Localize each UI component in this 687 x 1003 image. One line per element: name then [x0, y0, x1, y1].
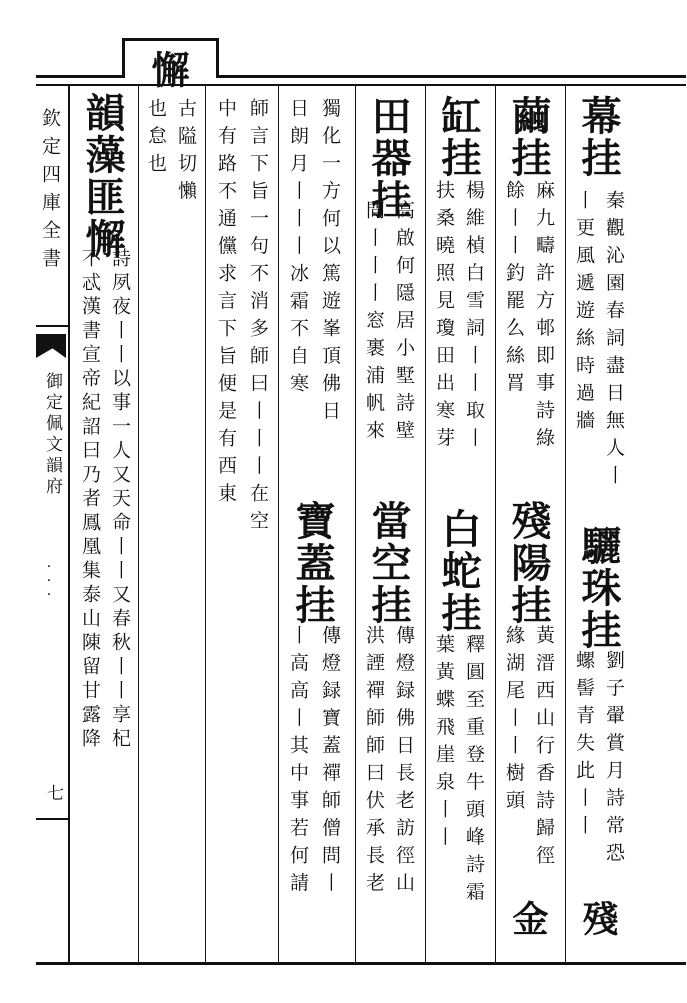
column-rule	[278, 86, 279, 962]
headword: 繭挂	[505, 95, 552, 179]
column-rule	[425, 86, 426, 962]
entry-text: 傳燈録佛日長老訪徑山	[393, 625, 415, 900]
fishtail-mark	[36, 334, 66, 358]
entry-text: 劉子翬賞月詩常恐	[603, 650, 625, 870]
headword: 殘陽挂	[505, 500, 552, 626]
tab-right-edge	[216, 38, 219, 78]
entry-text: 釋圓至重登牛頭峰詩霜	[463, 634, 485, 909]
entry-text: 洪諲禪師師曰伏承長老	[363, 625, 385, 900]
column-rule	[565, 86, 566, 962]
rhyme-head: 懈	[145, 50, 190, 90]
entry-text: 緣湖尾丨丨樹頭	[503, 625, 525, 818]
entry-text: 丨高高丨其中事若何請	[287, 625, 309, 900]
entry-text: 螺髻青失此丨丨	[573, 650, 595, 843]
headword: 當空挂	[365, 500, 412, 626]
column-rule	[138, 86, 139, 962]
headword: 金	[507, 900, 549, 938]
headword: 殘	[577, 900, 619, 938]
headword: 田器挂	[365, 95, 412, 221]
book-title: 欽定四庫全書	[39, 108, 61, 276]
margin-tick-2	[36, 818, 68, 820]
entry-text: 扶桑曉照見瓊田出寒芽	[433, 180, 455, 455]
entry-text: 古隘切懶	[175, 98, 197, 208]
tab-left-edge	[122, 38, 125, 78]
entry-text: 麻九疇許方邨即事詩綠	[533, 180, 555, 455]
entry-text: 詩夙夜丨丨以事一人又天命丨丨又春秋丨丨享杞	[109, 248, 131, 752]
entry-text: 傳燈録寶蓋禪師僧問丨	[319, 625, 341, 900]
entry-text: 楊維楨白雪詞丨丨取丨	[463, 180, 485, 455]
inner-top-border	[36, 84, 686, 86]
headword: 驪珠挂	[575, 525, 622, 651]
entry-text: 丨更風遞遊絲時過牆	[573, 190, 595, 438]
column-rule	[495, 86, 496, 962]
column-rule	[205, 86, 206, 962]
entry-text: 高啟何隱居小墅詩壁	[393, 200, 415, 448]
entry-text: 不忒漢書宣帝紀詔曰乃者鳳凰集泰山陳留甘露降	[79, 248, 101, 752]
section-title: 御定佩文韻府	[42, 372, 62, 498]
entry-text: 餘丨丨釣罷么絲罥	[503, 180, 525, 400]
entry-text: 也怠也	[145, 98, 167, 181]
entry-text: 日朗月丨丨丨冰霜不自寒	[287, 98, 309, 401]
column-rule	[355, 86, 356, 962]
page-number: 七	[43, 784, 63, 807]
margin-tick-1	[36, 325, 68, 327]
entry-text: 中有路不通儻求言下旨便是有西東	[215, 98, 237, 511]
headword: 白蛇挂	[435, 508, 482, 634]
entry-text: 間丨丨丨窓裹浦帆來	[363, 200, 385, 448]
top-border-right	[216, 75, 686, 78]
margin-divider	[68, 86, 70, 962]
headword: 韻藻匪懈	[79, 92, 126, 260]
top-border-left	[36, 75, 124, 78]
entry-text: 黃溍西山行香詩歸徑	[533, 625, 555, 873]
entry-text: 秦觀沁園春詞盡日無人丨	[603, 190, 625, 493]
headword: 寶蓋挂	[289, 500, 336, 626]
margin-dots: · · ·	[46, 559, 52, 603]
entry-text: 葉黃蝶飛崖泉丨丨	[433, 634, 455, 854]
tab-top-edge	[122, 38, 219, 41]
headword: 幕挂	[575, 95, 622, 179]
entry-text: 師言下旨一句不消多師曰丨丨丨在空	[247, 98, 269, 538]
headword: 缸挂	[435, 95, 482, 179]
bottom-border	[36, 962, 686, 965]
entry-text: 獨化一方何以篤遊峯頂佛日	[319, 98, 341, 428]
